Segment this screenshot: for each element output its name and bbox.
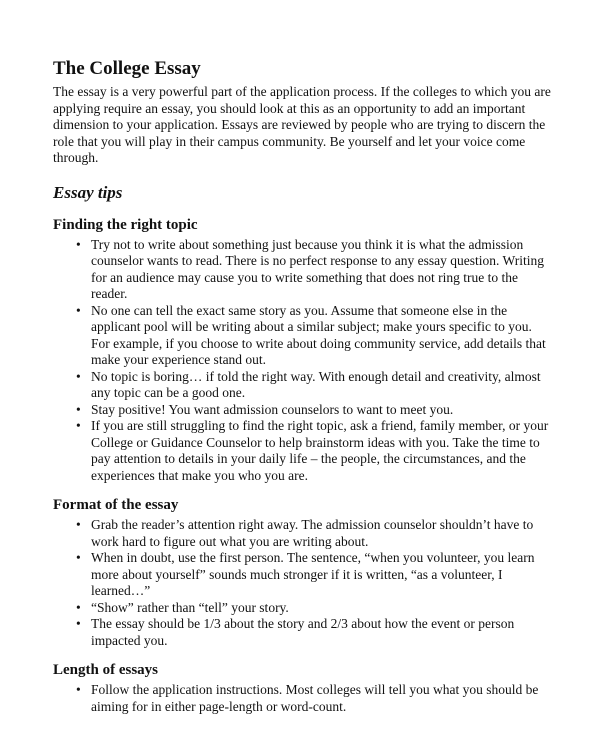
page-title: The College Essay	[53, 58, 201, 79]
section-heading: Length of essays	[53, 662, 159, 678]
section-format	[53, 496, 553, 649]
list-item: • If you are still struggling to find the right topic, ask a friend, family member, or your College or Guidance Counselor to help brainstorm ideas with you. Take the time to pay attention to details in your daily life – the people, the circumstances, and the experiences that make you who you are.	[53, 418, 553, 484]
document-content	[53, 58, 553, 715]
list-item: • When in doubt, use the first person. The sentence, “when you volunteer, you learn more about yourself” sounds much stronger if it is written, “as a volunteer, I learned…”	[53, 550, 553, 600]
list-item: • “Show” rather than “tell” your story.	[53, 600, 553, 617]
essay-tips-heading: Essay tips	[53, 182, 123, 202]
list-item: • Follow the application instructions. Most colleges will tell you what you should be aiming for in either page-length or word-count.	[53, 682, 553, 715]
section-length	[53, 661, 553, 715]
bullet-list	[53, 237, 553, 485]
list-item: • Try not to write about something just because you think it is what the admission counselor wants to read. There is no perfect response to any essay question. Writing for an audience may cause you to write something that does not ring true to the reader.	[53, 237, 553, 303]
intro-paragraph: The essay is a very powerful part of the application process. If the colleges to which you are applying require an essay, you should look at this as an opportunity to add an important dimension to your application. Essays are reviewed by people who are trying to discern the role that you will play in their campus community. Be yourself and let your voice come through.	[53, 84, 551, 165]
bullet-list	[53, 517, 553, 649]
list-item: • The essay should be 1/3 about the story and 2/3 about how the event or person impacted you.	[53, 616, 553, 649]
bullet-list	[53, 682, 553, 715]
section-finding-topic	[53, 216, 553, 485]
list-item: • Stay positive! You want admission counselors to want to meet you.	[53, 402, 553, 419]
list-item: • Grab the reader’s attention right away. The admission counselor shouldn’t have to work hard to figure out what you are writing about.	[53, 517, 553, 550]
section-heading: Finding the right topic	[53, 216, 198, 233]
list-item: • No one can tell the exact same story as you. Assume that someone else in the applicant pool will be writing about a similar subject; make yours specific to you. For example, if you choose to write about doing community service, add details that make your experience stand out.	[53, 303, 553, 369]
section-heading: Format of the essay	[53, 497, 179, 513]
list-item: • No topic is boring… if told the right way. With enough detail and creativity, almost any topic can be a good one.	[53, 369, 553, 402]
